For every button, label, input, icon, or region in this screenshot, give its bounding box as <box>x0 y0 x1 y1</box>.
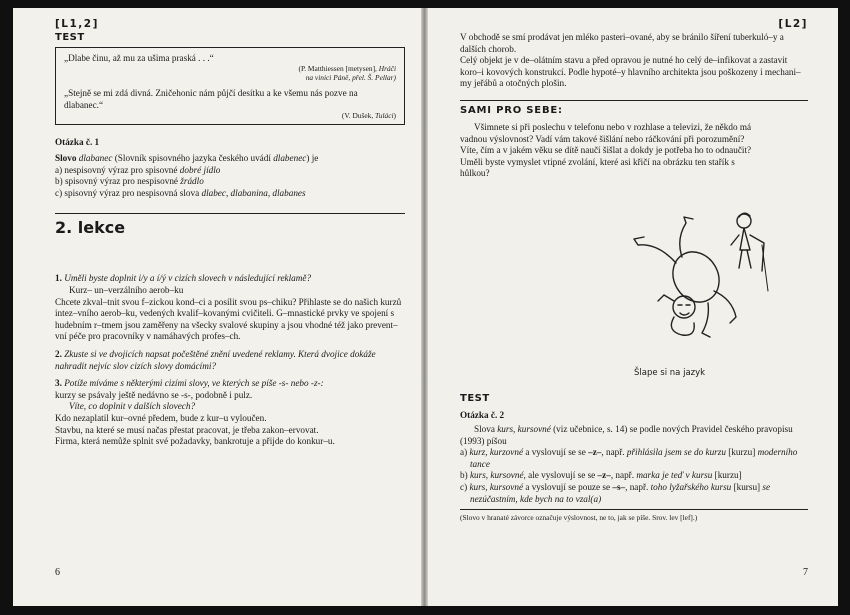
exercise-1: 1. Uměli byste doplnit i/y a í/ý v cizích slovech v následující reklamě? Kurz– un–verzálního aerob–ku Chcete zkval–tnit svou f–zickou kond–ci a posílit svou ps–chiku? Přihlaste se do našich kurzů intez–vního aerob–ku, vedených kvalif–kovanými cvičiteli. G–mnastické prvky ve spojení s hudebním r–tmem jsou zaměřeny na všecky svalové skupiny a jsou vhodné též jako prevent–vní péče pro pracovníky v namáhavých profes–ch. <box>55 273 405 343</box>
question-2-body: Slova kurs, kursovné (viz učebnice, s. 14) se podle nových Pravidel českého pravopisu (1993) píšou a) kurz, kurzovné a vyslovují se se –z–, např. přihlásila jsem se do kurzu [kurzu] moderního tance b) kurs, kursovné, ale vyslovují se se –z–, např. marka je teď v kursu [kurzu] c) kurs, kursovné a vyslovují se pouze se –s–, např. toho lyžařského kursu [kursu] se nezúčastním, kde bych na to vzal(a) <box>460 424 808 505</box>
section-code: [L2] <box>778 18 808 30</box>
exercise-3-continued: V obchodě se smí prodávat jen mléko pasteri–ované, aby se bránilo šíření tuberkuló–y a dalších chorob. Celý objekt je v de–olátním stavu a před opravou je nutné ho celý de–infikovat a zastavit koro–i kovových konstrukcí. Podle hypoté–y hlavního architekta jsou poškozeny i mechani–my jeřábů a otočných plošin. <box>460 32 801 89</box>
exercise-1-ad-body: Chcete zkval–tnit svou f–zickou kond–ci a posílit svou ps–chiku? Přihlaste se do našich kurzů intez–vního aerob–ku, vedených kvalif–kovanými cvičiteli. G–mnastické prvky ve spojení s hudebním r–tmem jsou zaměřeny na všecky svalové skupiny a jsou vhodné též jako prevent–vní péče pro pracovníky v namáhavých profes–ch. <box>55 296 402 342</box>
footnote: (Slovo v hranaté závorce označuje výslovnost, ne to, jak se píše. Srov. lev [lef].) <box>460 513 698 523</box>
test-heading: TEST <box>460 393 490 404</box>
quote-1-source: (P. Matthiessen [metysen], Hráči na vinici Páně, přel. Š. Pellar) <box>298 64 396 82</box>
option-a: a) kurz, kurzovné a vyslovují se se –z–, např. přihlásila jsem se do kurzu [kurzu] moderního tance <box>460 447 798 469</box>
quote-box <box>55 47 405 125</box>
left-page <box>13 8 421 606</box>
footnote-rule <box>460 509 808 510</box>
right-page <box>428 8 838 606</box>
quote-1: „Dlabe činu, až mu za ušima praská . . .“ <box>64 53 214 63</box>
lesson-title: 2. lekce <box>55 218 126 238</box>
section-rule <box>460 100 808 101</box>
option-b: b) kurs, kursovné, ale vyslovují se se –z–, např. marka je teď v kursu [kurzu] <box>460 470 742 481</box>
page-number: 7 <box>803 567 808 578</box>
quote-2-source: (V. Dušek, Tuláci) <box>341 111 396 120</box>
exercise-2: 2. Zkuste si ve dvojicích napsat počeštěné znění uvedené reklamy. Která dvojice dokáže nahradit nejvíc slov cizích slovy domácími? <box>55 348 376 371</box>
self-study-heading: SAMI PRO SEBE: <box>460 104 563 116</box>
option-c: c) spisovný výraz pro nespisovná slova dlabec, dlabanina, dlabanes <box>55 187 306 198</box>
exercise-3: 3. Potíže míváme s některými cizími slovy, ve kterých se píše -s- nebo -z-: kurzy se psávaly ještě nedávno se -s-, podobně i pulz. Víte, co doplnit v dalších slovech? Kdo nezaplatil kur–ovné předem, bude z kur–u vyloučen. Stavbu, na které se musí načas přestat pracovat, je třeba zakon–ervovat. Firma, která nemůže splnit své požadavky, bankrotuje a přijde do konkur–u. <box>55 378 335 447</box>
option-b: b) spisovný výraz pro nespisovné žrádlo <box>55 176 204 187</box>
self-study-text: Všimnete si při poslechu v telefonu nebo v rozhlase a televizi, že někdo má vadnou výslovnost? Vadí vám takové šišlání nebo ráčkování při porozumění? Víte, čím a v jakém věku se dítě naučí šišlat a dokdy je potřeba ho to odnaučit? Uměli byste vymyslet vtipné zvolání, které asi křičí na obrázku ten stařík s hůlkou? <box>460 121 752 179</box>
option-c: c) kurs, kursovné a vyslovují se pouze se –s–, např. toho lyžařského kursu [kursu] se nezúčastním, kde bych na to vzal(a) <box>460 481 771 504</box>
cartoon-illustration <box>616 205 776 355</box>
book-spine <box>421 8 428 606</box>
exercise-1-ad-title: Kurz– un–verzálního aerob–ku <box>69 284 184 295</box>
section-code: [L1,2] <box>55 18 99 30</box>
question-1-body: Slovo dlabanec (Slovník spisovného jazyka českého uvádí dlabenec) je a) nespisovný výraz pro spisovné dobré jídlo b) spisovný výraz pro nespisovné žrádlo c) spisovný výraz pro nespisovná slova dlabec, dlabanina, dlabanes <box>55 153 405 199</box>
test-heading: TEST <box>55 32 85 43</box>
question-2-heading: Otázka č. 2 <box>460 410 505 420</box>
illustration-caption: Šlape si na jazyk <box>634 368 706 378</box>
quote-2: „Stejně se mi zdá divná. Zničehonic nám půjčí desítku a ke všemu nás pozve na dlabanec.“ <box>64 88 358 110</box>
option-a: a) nespisovný výraz pro spisovné dobré jídlo <box>55 164 221 175</box>
page-number: 6 <box>55 567 60 578</box>
question-1-heading: Otázka č. 1 <box>55 137 100 147</box>
